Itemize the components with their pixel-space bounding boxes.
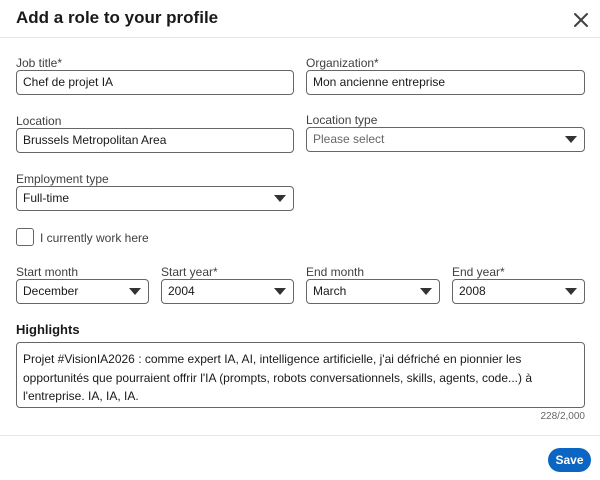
employment-type-value: Full-time bbox=[23, 191, 70, 205]
start-month-label: Start month bbox=[16, 265, 79, 279]
organization-input[interactable] bbox=[306, 70, 585, 95]
dialog-header bbox=[0, 0, 600, 38]
chevron-down-icon bbox=[565, 288, 577, 295]
chevron-down-icon bbox=[420, 288, 432, 295]
organization-label: Organization* bbox=[306, 56, 379, 70]
currently-work-here-label: I currently work here bbox=[40, 231, 149, 245]
job-title-label: Job title* bbox=[16, 56, 63, 70]
chevron-down-icon bbox=[274, 195, 286, 202]
footer-divider bbox=[0, 435, 600, 436]
start-year-value: 2004 bbox=[168, 284, 195, 298]
start-month-select[interactable] bbox=[16, 279, 149, 304]
close-button[interactable] bbox=[568, 7, 594, 33]
job-title-input[interactable] bbox=[16, 70, 294, 95]
chevron-down-icon bbox=[274, 288, 286, 295]
location-type-placeholder: Please select bbox=[313, 132, 385, 146]
end-year-select[interactable] bbox=[452, 279, 585, 304]
currently-work-here-checkbox[interactable] bbox=[16, 228, 34, 246]
employment-type-label: Employment type bbox=[16, 172, 109, 186]
highlights-text: Projet #VisionIA2026 : comme expert IA, AI, intelligence artificielle, j'ai défriché en pionnier les opportunités que pourraient offrir l'IA (prompts, robots conversationnels, skills, agents, code...) à l'entreprise. IA, IA, IA. bbox=[23, 352, 532, 403]
employment-type-select[interactable] bbox=[16, 186, 294, 211]
chevron-down-icon bbox=[565, 136, 577, 143]
character-counter: 228/2,000 bbox=[540, 411, 585, 422]
end-year-label: End year* bbox=[452, 265, 505, 279]
job-title-value: Chef de projet IA bbox=[23, 75, 114, 89]
location-value: Brussels Metropolitan Area bbox=[23, 133, 167, 147]
dialog-title: Add a role to your profile bbox=[16, 8, 219, 27]
end-year-value: 2008 bbox=[459, 284, 486, 298]
start-year-select[interactable] bbox=[161, 279, 294, 304]
location-input[interactable] bbox=[16, 128, 294, 153]
start-month-value: December bbox=[23, 284, 79, 298]
end-month-select[interactable] bbox=[306, 279, 440, 304]
organization-value: Mon ancienne entreprise bbox=[313, 75, 446, 89]
start-year-label: Start year* bbox=[161, 265, 218, 279]
location-label: Location bbox=[16, 114, 62, 128]
end-month-label: End month bbox=[306, 265, 365, 279]
highlights-textarea[interactable] bbox=[16, 342, 585, 408]
end-month-value: March bbox=[313, 284, 347, 298]
chevron-down-icon bbox=[129, 288, 141, 295]
location-type-label: Location type bbox=[306, 113, 378, 127]
close-icon bbox=[568, 7, 594, 33]
highlights-heading: Highlights bbox=[16, 322, 80, 337]
save-button[interactable]: Save bbox=[548, 448, 591, 472]
location-type-select[interactable] bbox=[306, 127, 585, 152]
